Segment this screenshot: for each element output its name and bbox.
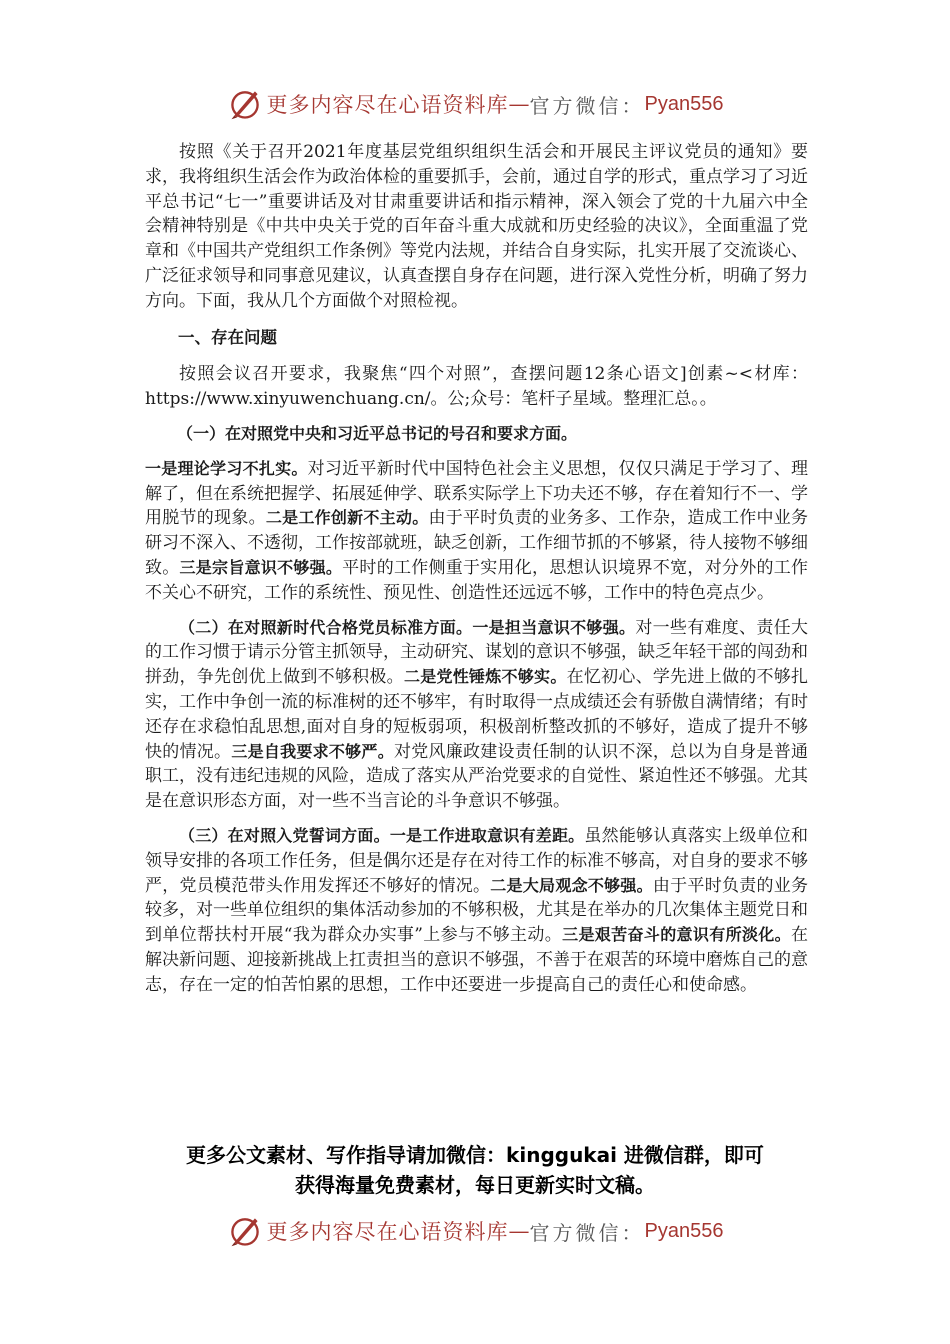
- point-title: 三是宗旨意识不够强。: [179, 557, 343, 577]
- brand-name: 更多内容尽在心语资料库: [266, 1220, 509, 1244]
- point-text: 对习近平新时代中国特色社会主义思想，仅仅只满足于学习了、理解了，但在系统把握学、拓展延伸学、联系实际学上下功夫还不够，存在着知行不一、学用脱节的现象。: [145, 458, 808, 529]
- part3-paragraph: [145, 824, 808, 998]
- point-title: 一是工作进取意识有差距。: [389, 825, 585, 845]
- point-title: 二是党性锤炼不够实。: [403, 667, 567, 687]
- point-title: 三是艰苦奋斗的意识有所淡化。: [562, 925, 791, 945]
- point-title: 二是大局观念不够强。: [490, 875, 653, 895]
- section-heading: 一、存在问题: [178, 327, 277, 347]
- point-text: 虽然能够认真落实上级单位和领导安排的各项工作任务，但是偶尔还是存在对待工作的标准不够高，对自身的要求不够严，党员模范带头作用发挥还不够好的情况。: [145, 825, 808, 896]
- point-text: 由于平时负责的业务较多，对一些单位组织的集体活动参加的不够积极，尤其是在举办的几次集体主题党日和到单位帮扶村开展“我为群众办实事”上参与不够主动。: [145, 875, 809, 946]
- banner-dash: —: [508, 92, 530, 116]
- point-text: 在忆初心、学先进上做的不够扎实，工作中争创一流的标准树的还不够牢，有时取得一点成绩还会有骄傲自满情绪；有时还存在求稳怕乱思想,面对自身的短板弱项，积极剖析整改抓的不够好，造成了提升不够快的情况。: [145, 667, 809, 762]
- banner-dash: —: [508, 1219, 530, 1243]
- header-banner: [0, 84, 950, 124]
- promo-line-2: 获得海量免费素材，每日更新实时文稿。: [295, 1173, 655, 1197]
- point-title: 三是自我要求不够严。: [231, 741, 394, 761]
- part2-paragraph: [145, 616, 808, 814]
- point-title: 一是担当意识不够强。: [472, 617, 636, 637]
- document-body: [145, 140, 808, 998]
- wechat-id: Pyan556: [644, 92, 724, 115]
- point-title: 一是理论学习不扎实。: [145, 458, 308, 478]
- brand-name: 更多内容尽在心语资料库: [266, 93, 509, 117]
- footer-banner: [0, 1211, 950, 1251]
- point-title: 二是工作创新不主动。: [265, 508, 429, 528]
- point-text: 对一些有难度、责任大的工作习惯于请示分管主抓领导，主动研究、谋划的意识不够强，缺乏年轻干部的闯劲和拼劲，争先创优上做到不够积极。: [145, 617, 808, 688]
- promo-block: [100, 1140, 850, 1200]
- wechat-id: Pyan556: [644, 1219, 724, 1242]
- point-text: 由于平时负责的业务多、工作杂，造成工作中业务研习不深入、不透彻，工作按部就班，缺乏创新，工作细节抓的不够紧，待人接物不够细致。: [145, 508, 809, 578]
- point-text: 对党风廉政建设责任制的认识不深，总以为自身是普通职工，没有违纪违规的风险，造成了落实从严治党要求的自觉性、紧迫性还不够强。尤其是在意识形态方面，对一些不当言论的斗争意识不够强。: [145, 741, 809, 812]
- part2-title: （二）在对照新时代合格党员标准方面。: [179, 617, 473, 637]
- pen-logo-icon: [227, 1213, 263, 1249]
- wechat-label: 官方微信：: [529, 1220, 645, 1245]
- part3-title: （三）在对照入党誓词方面。: [179, 825, 390, 845]
- promo-line-1: 更多公文素材、写作指导请加微信：kinggukai 进微信群，即可: [186, 1143, 764, 1167]
- point-text: 在解决新问题、迎接新挑战上扛责担当的意识不够强，不善于在艰苦的环境中磨炼自己的意志，存在一定的怕苦怕累的思想，工作中还要进一步提高自己的责任心和使命感。: [145, 925, 808, 995]
- part1-title: （一）在对照党中央和习近平总书记的号召和要求方面。: [177, 423, 578, 443]
- section-intro-paragraph: 按照会议召开要求，我聚焦“四个对照”，查摆问题12条心语文]创素~<材库：https://www.xinyuwenchuang.cn/。公;众号：笔杆子星域。整理汇总。。: [145, 364, 808, 410]
- point-text: 平时的工作侧重于实用化，思想认识境界不宽，对分外的工作不关心不研究，工作的系统性、预见性、创造性还远远不够，工作中的特色亮点少。: [145, 557, 809, 603]
- part1-paragraph: [145, 457, 808, 606]
- wechat-label: 官方微信：: [529, 93, 645, 118]
- pen-logo-icon: [227, 86, 263, 122]
- intro-paragraph: 按照《关于召开2021年度基层党组织组织生活会和开展民主评议党员的通知》要求，我将组织生活会作为政治体检的重要抓手，会前，通过自学的形式，重点学习了习近平总书记“七一”重要讲话及对甘肃重要讲话和指示精神，深入领会了党的十九届六中全会精神特别是《中共中央关于党的百年奋斗重大成就和历史经验的决议》，全面重温了党章和《中国共产党组织工作条例》等党内法规，并结合自身实际，扎实开展了交流谈心、广泛征求领导和同事意见建议，认真查摆自身存在问题，进行深入党性分析，明确了努力方向。下面，我从几个方面做个对照检视。: [145, 142, 808, 311]
